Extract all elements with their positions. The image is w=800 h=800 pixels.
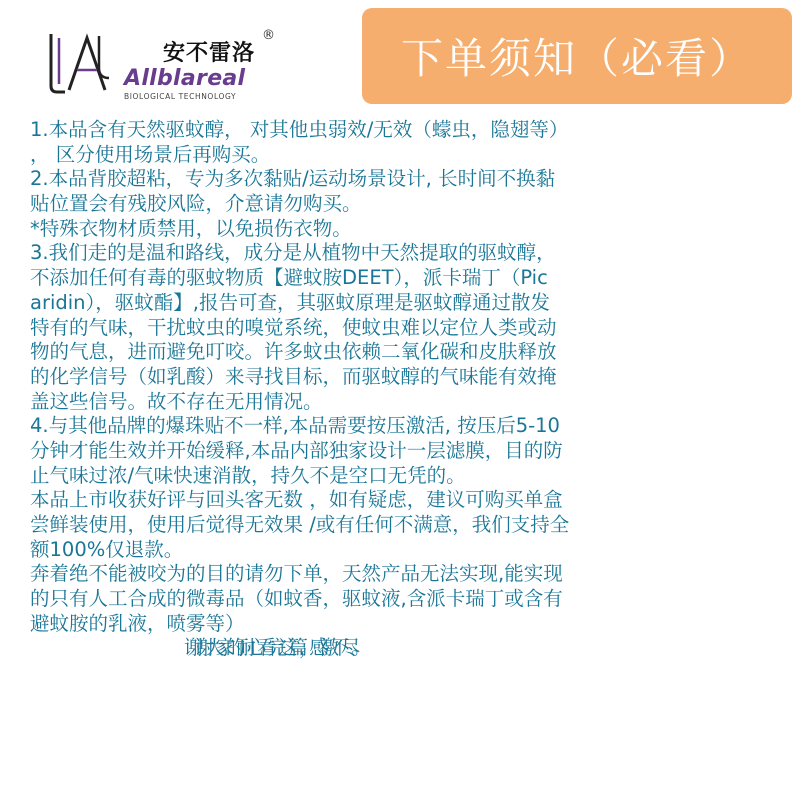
closing-line: 谢谢大家的耐心看完这篇，感激不尽。 — [184, 636, 362, 660]
notice-line: 分钟才能生效并开始缓释,本品内部独家设计一层滤膜，目的防 — [30, 438, 563, 462]
notice-line: 尝鲜装使用，使用后觉得无效果 /或有任何不满意，我们支持全 — [30, 513, 570, 536]
notice-line: 盖这些信号。故不存在无用情况。 — [30, 389, 323, 413]
brand-name-en: Allblareal — [124, 66, 246, 91]
notice-line: 特有的气味，干扰蚊虫的嗅觉系统，使蚊虫难以定位人类或动 — [30, 315, 557, 339]
notice-line: 2.本品背胶超粘，专为多次黏贴/运动场景设计, 长时间不换黏 — [30, 167, 556, 191]
notice-line: 止气味过浓/气味快速消散，持久不是空口无凭的。 — [30, 463, 466, 487]
notice-line: 额100%仅退款。 — [30, 537, 184, 561]
notice-banner — [362, 8, 792, 104]
notice-line: 3.我们走的是温和路线，成分是从植物中天然提取的驱蚊醇， — [30, 241, 556, 265]
notice-line: 1.本品含有天然驱蚊醇， 对其他虫弱效/无效（蠓虫，隐翅等） — [30, 118, 569, 141]
notice-line: 避蚊胺的乳液，喷雾等） — [30, 611, 245, 635]
notice-body — [30, 118, 782, 661]
notice-line: 4.与其他品牌的爆珠贴不一样,本品需要按压激活, 按压后5-10 — [30, 414, 560, 438]
notice-line: 物的气息，进而避免叮咬。许多蚊虫依赖二氧化碳和皮肤释放 — [30, 340, 557, 364]
notice-line: 的化学信号（如乳酸）来寻找目标，而驱蚊醇的气味能有效掩 — [30, 364, 557, 388]
brand-subtitle: BIOLOGICAL TECHNOLOGY — [124, 92, 237, 101]
brand-name-cn: 安不雷洛 — [163, 41, 256, 66]
notice-line: 的只有人工合成的微毒品（如蚊香，驱蚊液,含派卡瑞丁或含有 — [30, 587, 563, 611]
notice-line: 贴位置会有残胶风险，介意请勿购买。 — [30, 192, 362, 216]
notice-line: ， 区分使用场景后再购买。 — [30, 142, 271, 166]
notice-line: *特殊衣物材质禁用，以免损伤衣物。 — [30, 216, 352, 240]
notice-line: 奔着绝不能被咬为的目的请勿下单，天然产品无法实现,能实现 — [30, 562, 563, 586]
notice-line: 不添加任何有毒的驱蚊物质【避蚊胺DEET），派卡瑞丁（Pic — [30, 266, 548, 290]
banner-title: 下单须知（必看） — [400, 34, 753, 83]
al-monogram-logo-icon — [47, 28, 117, 98]
registered-mark: ® — [262, 28, 275, 43]
notice-line: aridin），驱蚊酯】,报告可查，其驱蚊原理是驱蚊醇通过散发 — [30, 290, 550, 314]
notice-line: 本品上市收获好评与回头客无数 ，如有疑虑，建议可购买单盒 — [30, 488, 563, 512]
